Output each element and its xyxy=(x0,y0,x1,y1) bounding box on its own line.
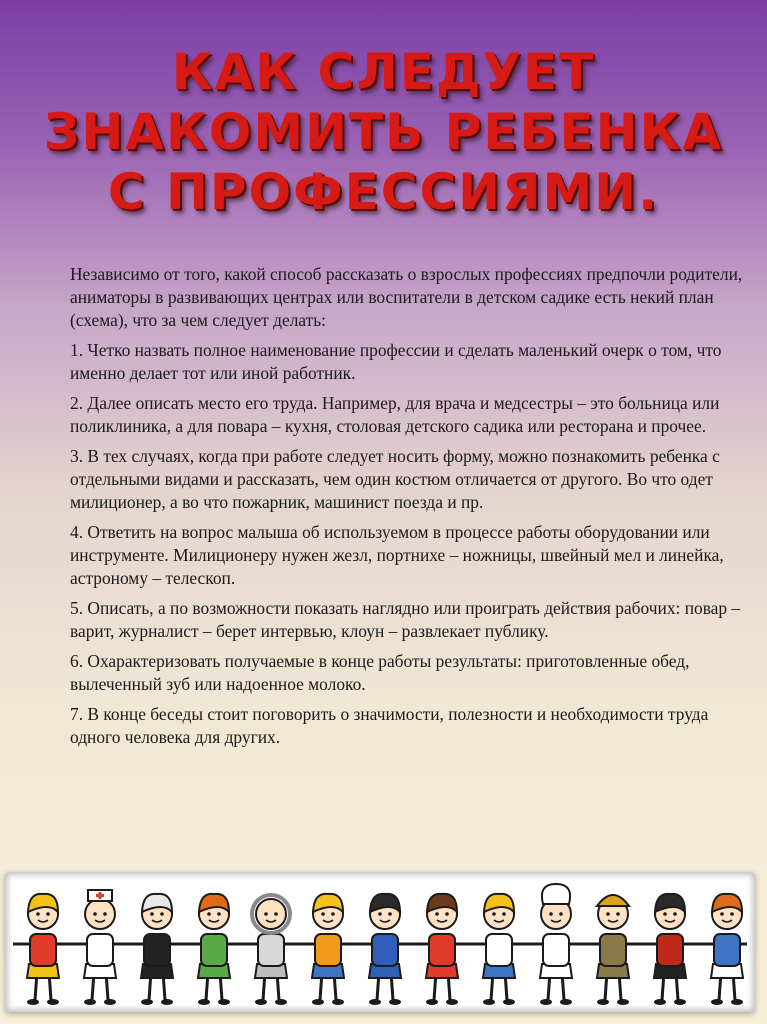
list-item: 7. В конце беседы стоит поговорить о значимости, полезности и необходимости труда одного человека для других. xyxy=(70,704,709,747)
page-title: КАК СЛЕДУЕТ ЗНАКОМИТЬ РЕБЕНКА С ПРОФЕССИЯМИ. xyxy=(43,43,724,221)
intro-paragraph: Независимо от того, какой способ рассказать о взрослых профессиях предпочли родители, аниматоры в развивающих центрах или воспитатели в детском садике есть некий план (схема), что за чем следует делать: xyxy=(70,264,743,330)
child-figure xyxy=(252,895,290,1005)
child-figure xyxy=(369,894,401,1005)
child-figure xyxy=(141,894,173,1005)
child-figure xyxy=(597,895,629,1005)
text-body xyxy=(70,263,758,756)
child-figure xyxy=(540,884,572,1005)
child-figure xyxy=(198,894,230,1005)
child-figure xyxy=(711,894,743,1005)
list-item: 3. В тех случаях, когда при работе следует носить форму, можно познакомить ребенка с отдельными видами и рассказать, чем один костюм отличается от другого. Во что одет милиционер, а во что пожарник, машинист поезда и пр. xyxy=(70,446,720,512)
child-figure xyxy=(426,894,458,1005)
children-illustration xyxy=(5,872,755,1012)
children-figures xyxy=(5,872,755,1012)
child-figure xyxy=(27,894,59,1005)
list-item: 4. Ответить на вопрос малыша об используемом в процессе работы оборудовании или инструменте. Милиционеру нужен жезл, портнихе – ножницы, швейный мел и линейка, астроному – телескоп. xyxy=(70,522,724,588)
list-item: 2. Далее описать место его труда. Например, для врача и медсестры – это больница или поликлиника, а для повара – кухня, столовая детского садика или ресторана и прочее. xyxy=(70,393,720,436)
child-figure xyxy=(84,890,116,1005)
list-item: 5. Описать, а по возможности показать наглядно или проиграть действия рабочих: повар – варит, журналист – берет интервью, клоун – развлекает публику. xyxy=(70,598,741,641)
list-item: 1. Четко назвать полное наименование профессии и сделать маленький очерк о том, что именно делает тот или иной работник. xyxy=(70,340,722,383)
child-figure xyxy=(654,894,686,1005)
child-figure xyxy=(312,894,344,1005)
child-figure xyxy=(483,894,515,1005)
list-item: 6. Охарактеризовать получаемые в конце работы результаты: приготовленные обед, вылеченный зуб или надоенное молоко. xyxy=(70,651,690,694)
